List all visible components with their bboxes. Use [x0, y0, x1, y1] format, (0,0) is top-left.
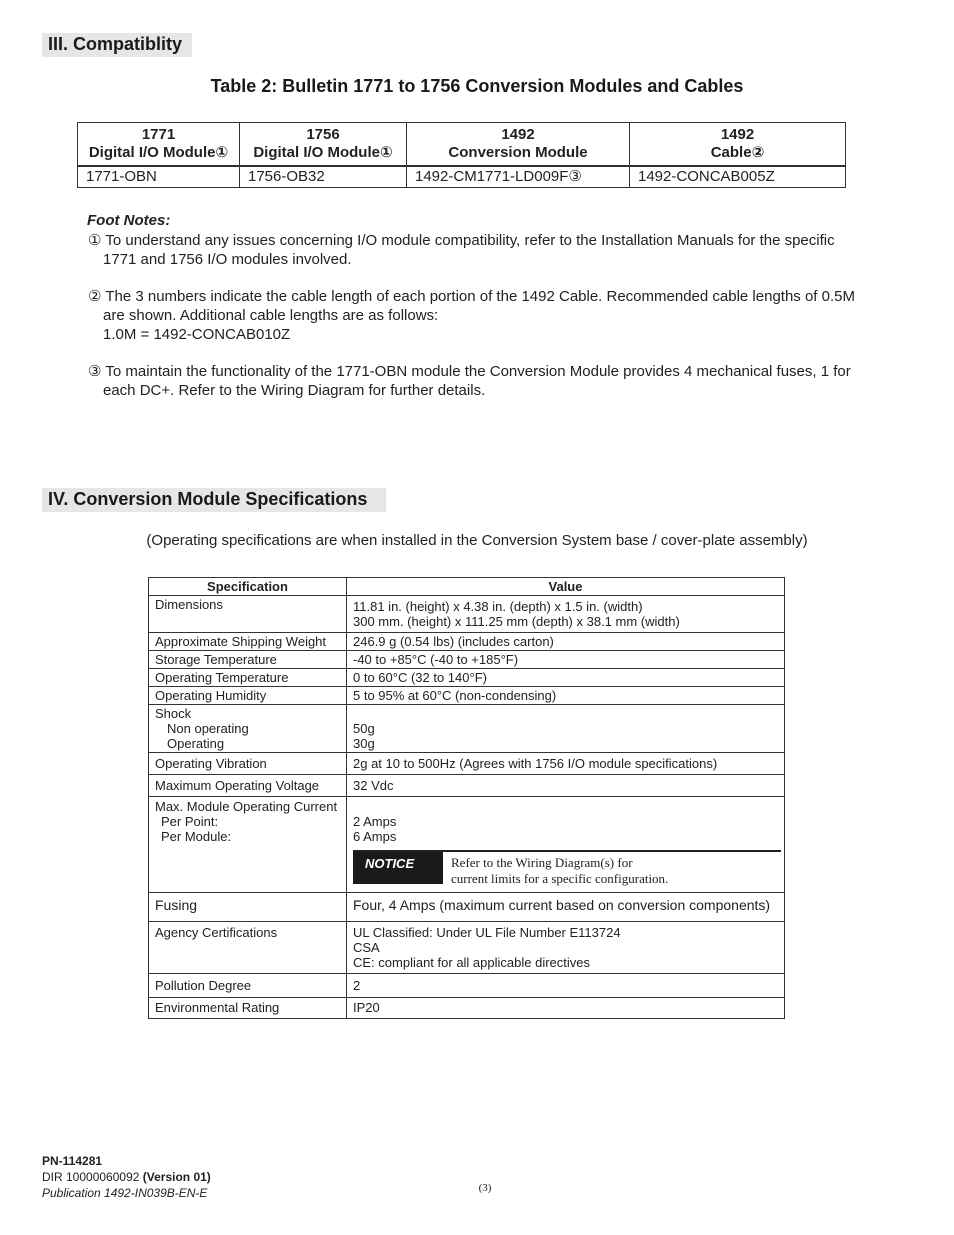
notice-box [353, 850, 781, 890]
spec-value: -40 to +85°C (-40 to +185°F) [347, 651, 785, 669]
spec-value: 5 to 95% at 60°C (non-condensing) [347, 687, 785, 705]
spec-value: 50g 30g [347, 705, 785, 753]
spec-value: 246.9 g (0.54 lbs) (includes carton) [347, 633, 785, 651]
col-header-1756: 1756 Digital I/O Module① [240, 123, 407, 167]
operating-note: (Operating specifications are when installed in the Conversion System base / cover-plate assembly) [146, 532, 808, 549]
spec-value: Four, 4 Amps (maximum current based on conversion components) [347, 893, 785, 922]
table-row [78, 166, 846, 188]
spec-value: 2 Amps 6 Amps NOTICE Refer to the Wiring Diagram(s) for current limits for a specific configuration. [347, 797, 785, 893]
section-heading-compatibility: III. Compatiblity [42, 33, 192, 57]
spec-key: Fusing [149, 893, 347, 922]
table2-title: Table 2: Bulletin 1771 to 1756 Conversion Modules and Cables [210, 76, 744, 96]
table-row [149, 596, 785, 633]
table-row [149, 669, 785, 687]
spec-key: Approximate Shipping Weight [149, 633, 347, 651]
footnote-3: ③ To maintain the functionality of the 1771-OBN module the Conversion Module provides 4 mechanical fuses, 1 for each DC+. Refer to the Wiring Diagram for further details. [88, 363, 851, 399]
footnote-2: ② The 3 numbers indicate the cable length of each portion of the 1492 Cable. Recommended cable lengths of 0.5M are shown. Additional cable lengths are as follows: 1.0M = 1492-CONCAB010Z [88, 288, 855, 343]
part-number: PN-114281 [42, 1154, 103, 1168]
spec-key: Shock Non operating Operating [149, 705, 347, 753]
spec-key: Maximum Operating Voltage [149, 775, 347, 797]
col-header-conversion-module: 1492 Conversion Module [407, 123, 630, 167]
spec-value: 2 [347, 974, 785, 998]
footnote-1: ① To understand any issues concerning I/O module compatibility, refer to the Installation Manuals for the specific 1771 and 1756 I/O modules involved. [88, 232, 835, 268]
table-row [149, 753, 785, 775]
cell-cable: 1492-CONCAB005Z [630, 166, 846, 188]
table-row [149, 651, 785, 669]
publication-number: Publication 1492-IN039B-EN-E [42, 1186, 208, 1200]
table-row [149, 893, 785, 922]
table-row [149, 998, 785, 1019]
spec-key: Environmental Rating [149, 998, 347, 1019]
spec-key: Operating Humidity [149, 687, 347, 705]
cell-1756-module: 1756-OB32 [240, 166, 407, 188]
table-row [149, 633, 785, 651]
section-heading-specifications: IV. Conversion Module Specifications [42, 488, 386, 512]
spec-key: Agency Certifications [149, 922, 347, 974]
spec-key: Max. Module Operating Current Per Point: Per Module: [149, 797, 347, 893]
spec-value: 11.81 in. (height) x 4.38 in. (depth) x 1.5 in. (width) 300 mm. (height) x 111.25 mm (depth) x 38.1 mm (width) [347, 596, 785, 633]
table-row [149, 922, 785, 974]
cell-1771-module: 1771-OBN [78, 166, 240, 188]
spec-key: Operating Vibration [149, 753, 347, 775]
col-header-1771: 1771 Digital I/O Module① [78, 123, 240, 167]
table-row [149, 775, 785, 797]
dir-number: DIR 10000060092 (Version 01) [42, 1170, 211, 1184]
cell-conversion-module: 1492-CM1771-LD009F③ [407, 166, 630, 188]
spec-key: Operating Temperature [149, 669, 347, 687]
spec-key: Dimensions [149, 596, 347, 633]
specifications-table [148, 577, 785, 1019]
spec-header: Specification [149, 578, 347, 596]
footnotes-title: Foot Notes: [87, 212, 171, 229]
spec-value: 0 to 60°C (32 to 140°F) [347, 669, 785, 687]
notice-label: NOTICE [353, 852, 443, 884]
conversion-modules-table [77, 122, 846, 188]
col-header-cable: 1492 Cable② [630, 123, 846, 167]
page-number: (3) [478, 1182, 492, 1194]
table-row [149, 974, 785, 998]
spec-key: Storage Temperature [149, 651, 347, 669]
value-header: Value [347, 578, 785, 596]
table-row [149, 797, 785, 893]
spec-key: Pollution Degree [149, 974, 347, 998]
spec-value: 2g at 10 to 500Hz (Agrees with 1756 I/O module specifications) [347, 753, 785, 775]
spec-value: UL Classified: Under UL File Number E113724 CSA CE: compliant for all applicable directives [347, 922, 785, 974]
table-row [149, 705, 785, 753]
table-row [149, 687, 785, 705]
spec-value: 32 Vdc [347, 775, 785, 797]
spec-value: IP20 [347, 998, 785, 1019]
notice-text: Refer to the Wiring Diagram(s) for current limits for a specific configuration. [451, 855, 669, 886]
